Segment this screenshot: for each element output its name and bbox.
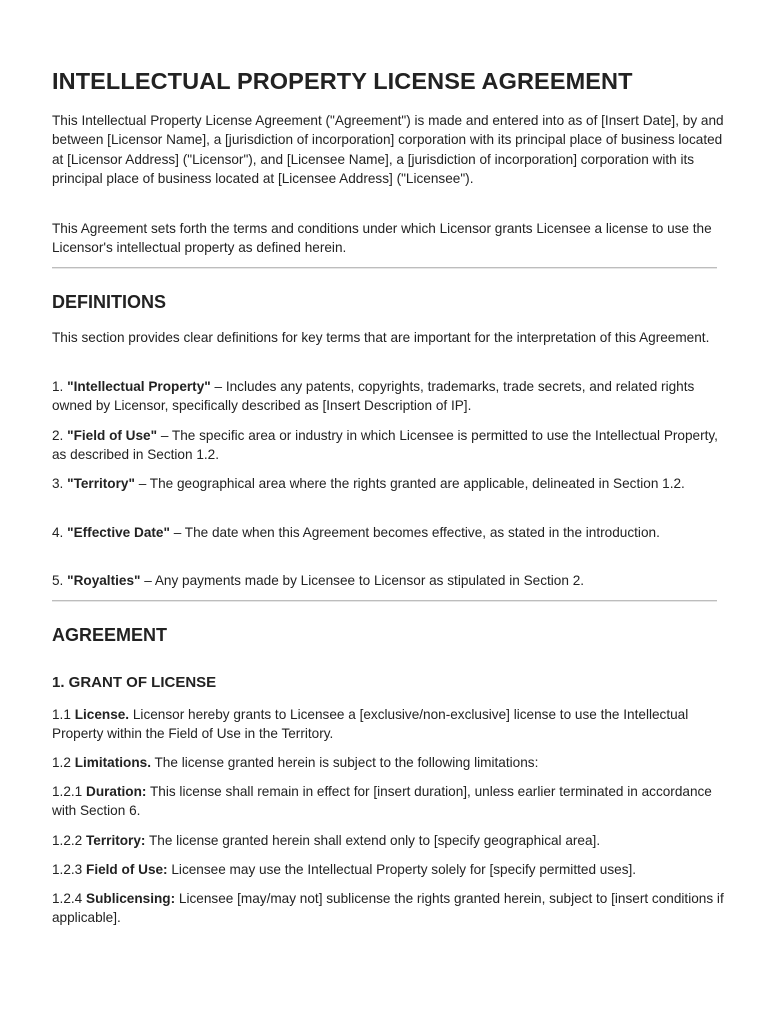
definitions-heading: DEFINITIONS [52, 292, 167, 312]
definition-term: "Intellectual Property" [67, 379, 211, 394]
definition-term: "Field of Use" [67, 428, 158, 443]
definition-text: – The geographical area where the rights granted are applicable, delineated in Section 1.2. [134, 476, 685, 491]
clause-text: This license shall remain in effect for [insert duration], unless earlier terminated in accordance with Section 6. [52, 784, 712, 819]
clause-number: 1.2.2 [52, 833, 87, 848]
clause-number: 1.2.1 [52, 784, 87, 799]
intro-paragraph-purpose: This Agreement sets forth the terms and conditions under which Licensor grants Licensee a license to use the Licensor's intellectual property as defined herein. [52, 221, 712, 256]
definition-text: – Any payments made by Licensee to Licensor as stipulated in Section 2. [140, 573, 585, 588]
clause-item [52, 782, 724, 821]
definition-text: – Includes any patents, copyrights, trademarks, trade secrets, and related rights owned by Licensor, specifically described as [Insert Description of IP]. [52, 379, 695, 414]
clause-item [52, 753, 724, 772]
agreement-heading: AGREEMENT [52, 625, 168, 645]
definition-number: 2. [52, 428, 68, 443]
definition-number: 1. [52, 379, 68, 394]
clause-text: Licensee may use the Intellectual Property solely for [specify permitted uses]. [167, 862, 637, 877]
definition-item [52, 571, 724, 590]
section-divider [52, 267, 717, 268]
clause-number: 1.1 [52, 707, 75, 722]
definition-term: "Effective Date" [67, 525, 170, 540]
clause-text: The license granted herein shall extend only to [specify geographical area]. [145, 833, 601, 848]
clause-item [52, 860, 724, 879]
clause-text: The license granted herein is subject to the following limitations: [150, 755, 539, 770]
clause-item [52, 889, 724, 928]
clause-term: Field of Use: [86, 862, 168, 877]
definition-term: "Royalties" [67, 573, 141, 588]
definition-number: 5. [52, 573, 68, 588]
definition-item [52, 426, 724, 465]
clause-text: Licensor hereby grants to Licensee a [exclusive/non-exclusive] license to use the Intellectual Property within the Field of Use in the Territory. [52, 707, 689, 742]
clause-number: 1.2 [52, 755, 75, 770]
clause-term: Duration: [86, 784, 147, 799]
definition-text: – The date when this Agreement becomes effective, as stated in the introduction. [169, 525, 660, 540]
clause-term: Limitations. [74, 755, 151, 770]
definition-text: – The specific area or industry in which Licensee is permitted to use the Intellectual Property, as described in Section 1.2. [52, 428, 718, 463]
definition-number: 4. [52, 525, 68, 540]
clause-term: Sublicensing: [86, 891, 176, 906]
grant-of-license-heading: 1. GRANT OF LICENSE [52, 674, 217, 691]
definition-item [52, 523, 724, 542]
document-title: INTELLECTUAL PROPERTY LICENSE AGREEMENT [52, 68, 633, 94]
clause-item [52, 831, 724, 850]
clause-number: 1.2.4 [52, 891, 87, 906]
definitions-intro: This section provides clear definitions for key terms that are important for the interpretation of this Agreement. [52, 330, 710, 345]
clause-item [52, 705, 724, 744]
clause-term: Territory: [86, 833, 146, 848]
clause-number: 1.2.3 [52, 862, 87, 877]
definition-number: 3. [52, 476, 68, 491]
clause-text: Licensee [may/may not] sublicense the rights granted herein, subject to [insert conditions if applicable]. [52, 891, 724, 926]
definition-item [52, 474, 724, 493]
clause-term: License. [74, 707, 130, 722]
intro-paragraph-parties: This Intellectual Property License Agreement ("Agreement") is made and entered into as of [Insert Date], by and between [Licensor Name], a [jurisdiction of incorporation] corporation with its principal place of business located at [Licensor Address] ("Licensor"), and [Licensee Name], a [jurisdiction of incorporation] corporation with its principal place of business located at [Licensee Address] ("Licensee"). [52, 113, 724, 187]
definition-item [52, 377, 724, 416]
section-divider [52, 600, 717, 601]
definition-term: "Territory" [67, 476, 135, 491]
